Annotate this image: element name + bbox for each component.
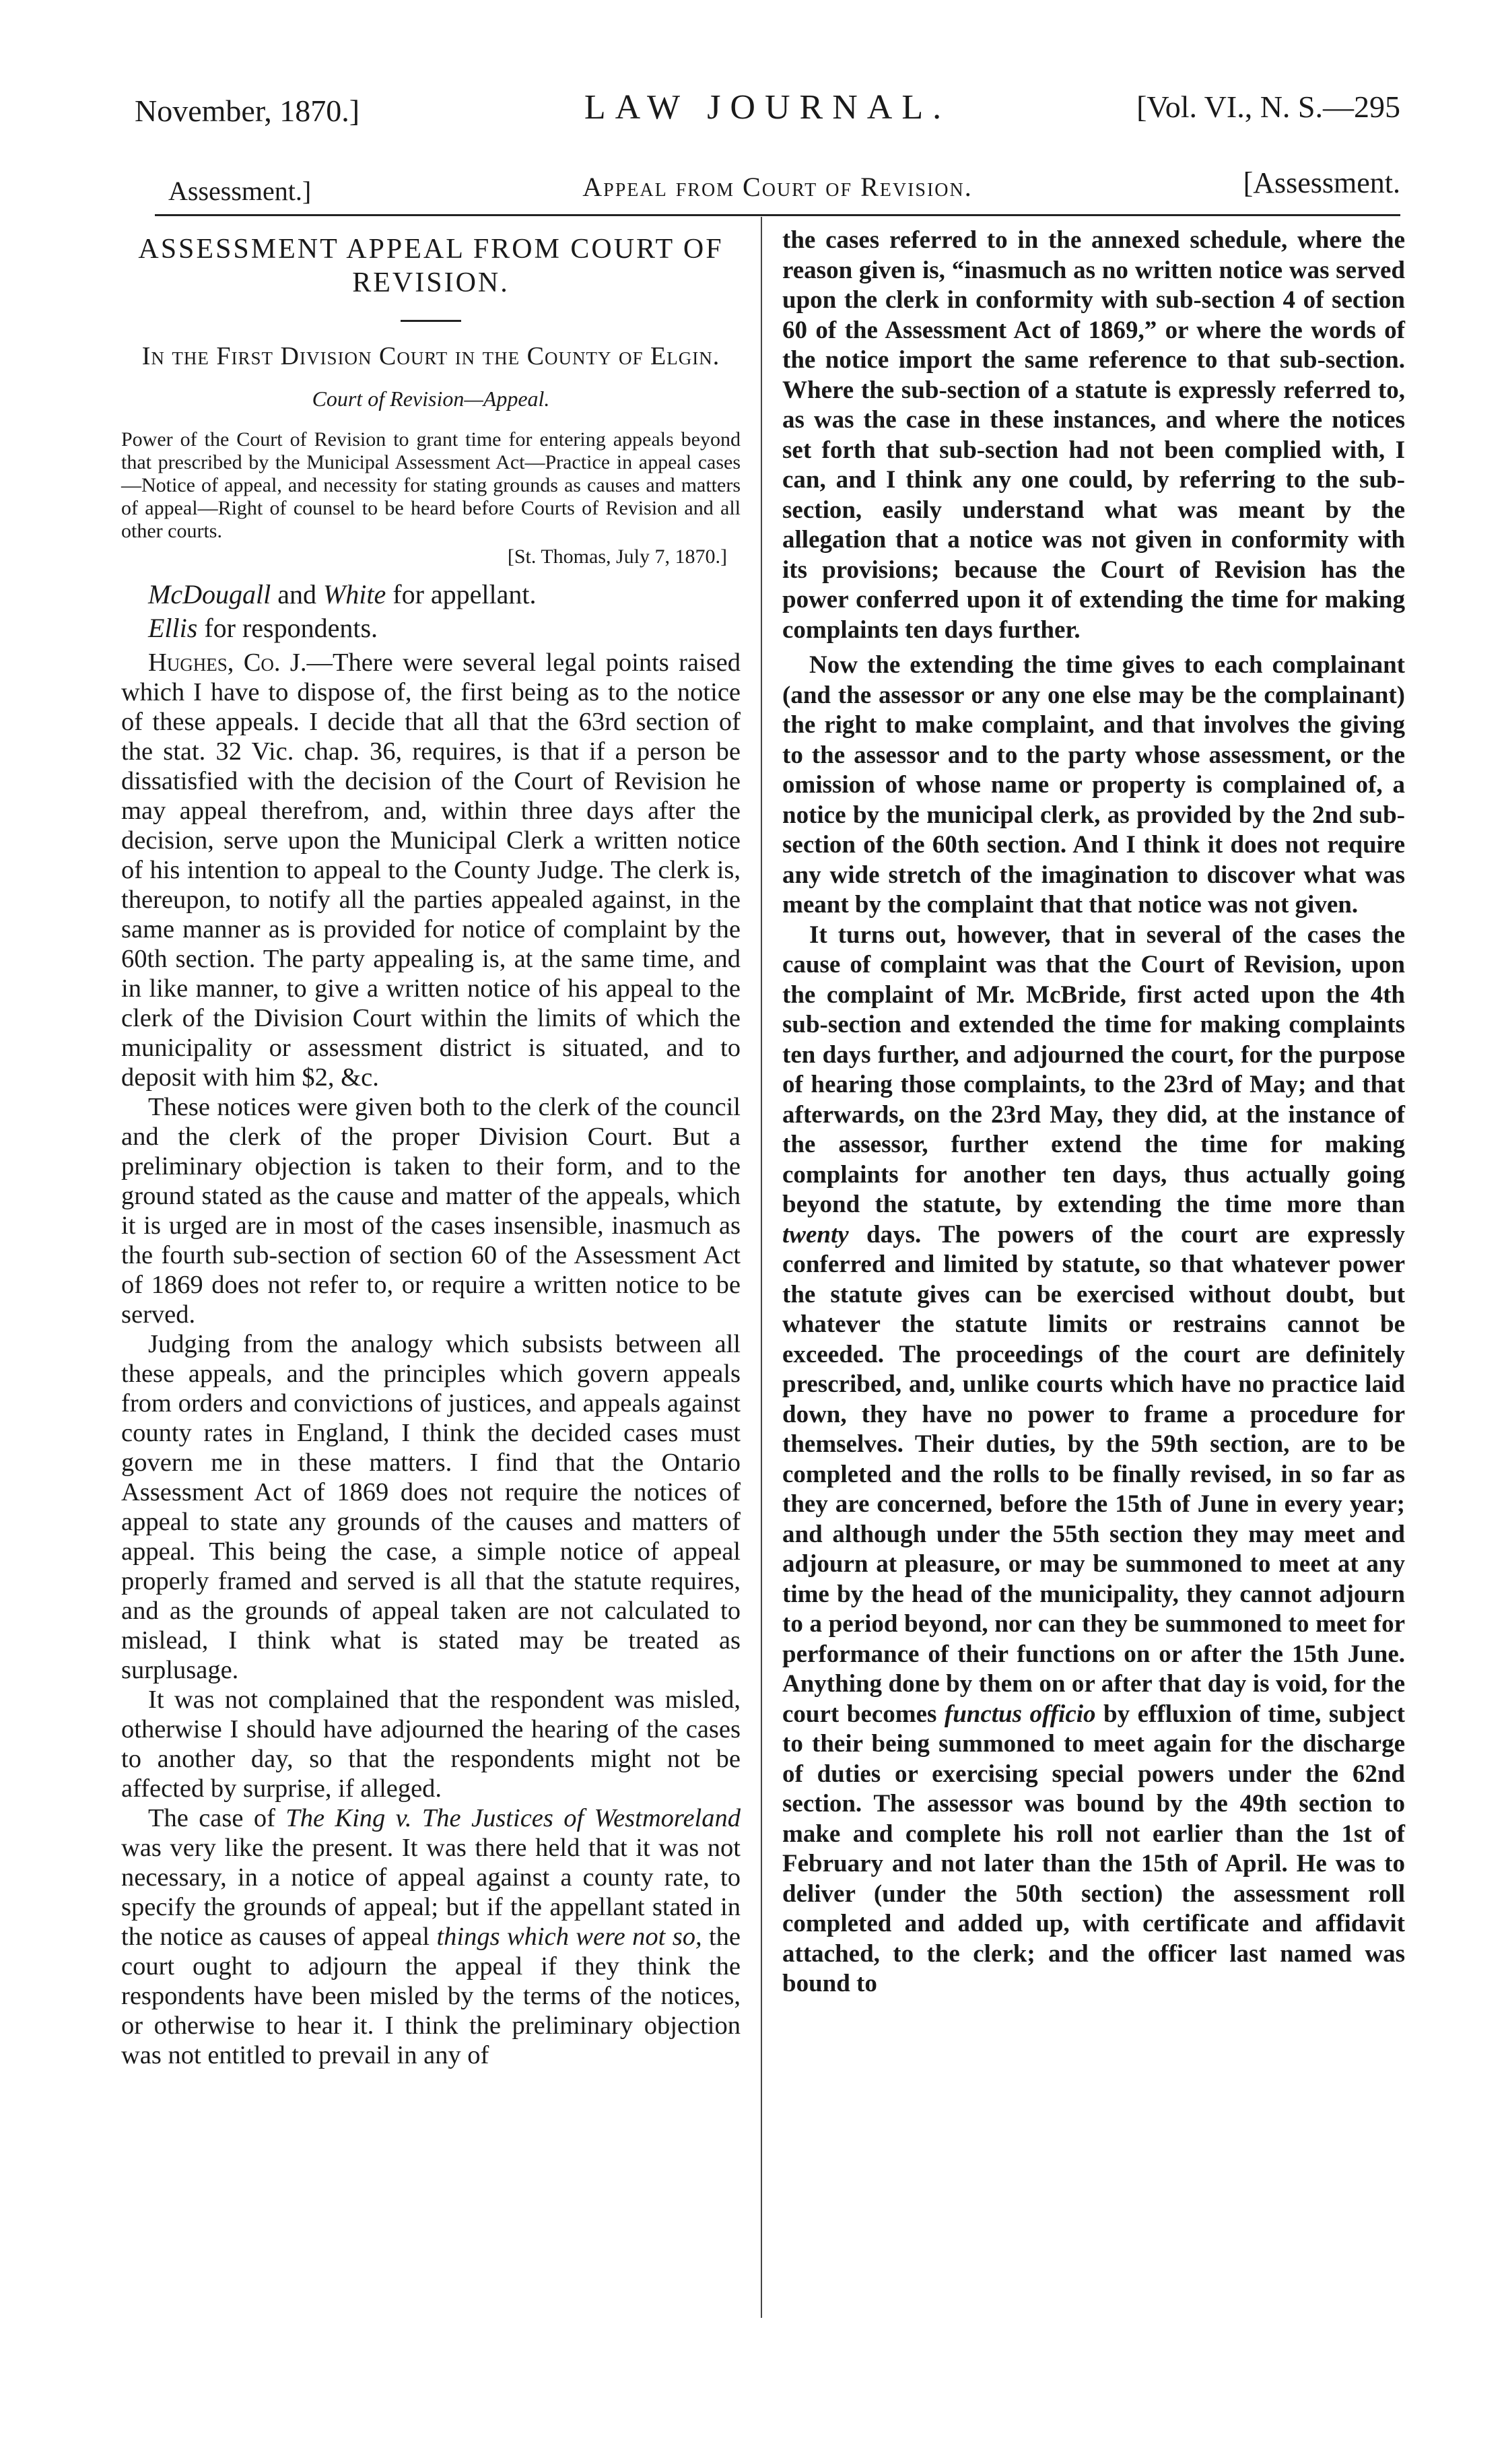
counsel-appellant: McDougall and White for appellant. [148, 579, 537, 609]
paragraph: Now the extending the time gives to each complainant (and the assessor or any one else may be the complainant) the right to make complaint, and that involves the giving to the assessor and to the party whose assessment, or the omission of whose name or property is complained of, a notice by the municipal clerk, as provided by the 2nd sub-section of the 60th section. And I think it does not require any wide stretch of the imagination to discover what was meant by the complaint that that notice was not given. [782, 651, 1405, 919]
case-citation: The King v. The Justices of Westmoreland [285, 1804, 741, 1832]
running-head [135, 88, 1400, 135]
case-title: ASSESSMENT APPEAL FROM COURT OF REVISION. [138, 234, 724, 298]
court-subtitle: Court of Revision—Appeal. [312, 387, 550, 411]
column-divider [761, 217, 762, 2318]
volume-page: [Vol. VI., N. S.—295 [1136, 90, 1400, 124]
header-rule [155, 214, 1400, 216]
judge-name: Hughes, Co. J. [148, 648, 307, 677]
right-column [782, 226, 1405, 1999]
headnote: Power of the Court of Revision to grant time for entering appeals beyond that prescribed by the Municipal Assessment Act—Practice in appeal cases—Notice of appeal, and necessity for stating grounds as causes and matters of appeal—Right of counsel to be heard before Courts of Revision and all other courts. [121, 428, 741, 542]
paragraph: Hughes, Co. J.—There were several legal points raised which I have to dispose of, the first being as to the notice of these appeals. I decide that all that the 63rd section of the stat. 32 Vic. chap. 36, requires, is that if a person be dissatisfied with the decision of the Court of Revision he may appeal therefrom, and, within three days after the decision, serve upon the Municipal Clerk a written notice of his intention to appeal to the County Judge. The clerk is, thereupon, to notify all the parties appealed against, in the same manner as is provided for notice of complaint by the 60th section. The party appealing is, at the same time, and in like manner, to give a written notice of his appeal to the clerk of the Division Court within the limits of which the municipality or assessment district is situated, and to deposit with him $2, &c. [121, 648, 741, 1092]
journal-title: LAW JOURNAL. [584, 88, 951, 127]
paragraph: the cases referred to in the annexed schedule, where the reason given is, “inasmuch as no written notice was served upon the clerk in conformity with sub-section 4 of section 60 of the Assessment Act of 1869,” or where the words of the notice import the same reference to that sub-section. Where the sub-section of a statute is expressly referred to, as was the case in these instances, and where the notices set forth that sub-section had not been complied with, I can, and I think any one could, by referring to the sub-section, easily understand what was meant by the allegation that a notice was not given in conformity with its provisions; because the Court of Revision has the power conferred upon it of extending the time for making complaints ten days further. [782, 226, 1405, 644]
section-left: Assessment.] [168, 176, 312, 206]
case-date: [St. Thomas, July 7, 1870.] [507, 545, 727, 568]
paragraph: It was not complained that the respondent was misled, otherwise I should have adjourned the hearing of the cases to another day, so that the respondents might not be affected by surprise, if alleged. [121, 1686, 741, 1803]
counsel-name: McDougall [148, 579, 271, 609]
paragraph: It turns out, however, that in several of the cases the cause of complaint was that the Court of Revision, upon the complaint of Mr. McBride, first acted upon the 4th sub-section and extended the time for making complaints ten days further, and adjourned the court, for the purpose of hearing those complaints, to the 23rd of May; and that afterwards, on the 23rd May, they did, at the instance of the assessor, further extend the time for making complaints for another ten days, thus actually going beyond the statute, by extending the time more than twenty days. The powers of the court are expressly conferred and limited by statute, so that whatever power the statute gives can be exercised without doubt, but whatever the statute limits or restrains cannot be exceeded. The proceedings of the court are definitely prescribed, and, unlike courts which have no practice laid down, they have no power to frame a procedure for themselves. Their duties, by the 59th section, are to be completed and the rolls to be finally revised, in so far as they are concerned, before the 15th of June in every year; and although under the 55th section they may meet and adjourn at pleasure, or may be summoned to meet at any time by the head of the municipality, they cannot adjourn to a period beyond, nor can they be summoned to meet for performance of their functions on or after the 15th June. Anything done by them on or after that day is void, for the court becomes functus officio by effluxion of time, subject to their being summoned to meet again for the discharge of duties or exercising special powers under the 62nd section. The assessor was bound by the 49th section to make and complete his roll not earlier than the 1st of February and not later than the 15th of April. He was to deliver (under the 50th section) the assessment roll completed and added up, with certificate and affidavit attached, to the clerk; and the officer last named was bound to [782, 921, 1405, 1997]
counsel-name: Ellis [148, 613, 198, 643]
paragraph: Judging from the analogy which subsists between all these appeals, and the principles which govern appeals from orders and convictions of justices, and appeals against county rates in England, I think the decided cases must govern me in these matters. I find that the Ontario Assessment Act of 1869 does not require the notices of appeal to state any grounds of the causes and matters of appeal. This being the case, a simple notice of appeal properly framed and served is all that the statute requires, and as the grounds of appeal taken are not calculated to mislead, I think what is stated may be treated as surplusage. [121, 1330, 741, 1684]
court-name: In the First Division Court in the County of Elgin. [141, 342, 720, 370]
issue-date: November, 1870.] [135, 94, 360, 128]
section-center: Appeal from Court of Revision. [582, 172, 973, 202]
title-rule [401, 320, 461, 322]
section-head [155, 168, 1400, 209]
paragraph: The case of The King v. The Justices of Westmoreland was very like the present. It was there held that it was not necessary, in a notice of appeal against a county rate, to specify the grounds of appeal; but if the appellant stated in the notice as causes of appeal things which were not so, the court ought to adjourn the appeal if they think the respondents have been misled by the terms of the notices, or otherwise to hear it. I think the preliminary objection was not entitled to prevail in any of [121, 1804, 741, 2069]
counsel-respondent: Ellis for respondents. [148, 613, 378, 643]
section-right: [Assessment. [1243, 166, 1400, 199]
left-column [121, 226, 741, 2070]
paragraph: These notices were given both to the clerk of the council and the clerk of the proper Division Court. But a preliminary objection is taken to their form, and to the ground stated as the cause and matter of the appeals, which it is urged are in most of the cases insensible, inasmuch as the fourth sub-section of section 60 of the Assessment Act of 1869 does not refer to, or require a written notice to be served. [121, 1093, 741, 1329]
counsel-name: White [322, 579, 386, 609]
